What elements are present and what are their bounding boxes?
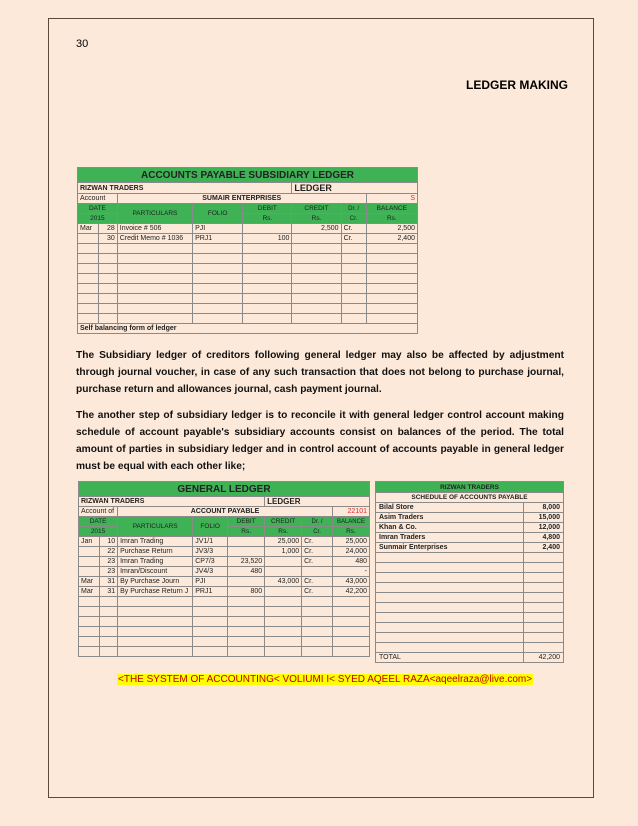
ap-account-code: S: [366, 194, 417, 204]
ap-col-folio: FOLIO: [193, 204, 243, 224]
cell-folio: JV1/1: [193, 537, 228, 547]
cell-drcr: Cr.: [341, 224, 366, 234]
table-row: [79, 567, 370, 577]
gl-company-name: RIZWAN TRADERS: [79, 497, 265, 507]
table-row: [376, 503, 564, 513]
gl-col-drcr-sub: Cr.: [302, 527, 333, 537]
ap-account-label: Account: [78, 194, 118, 204]
cell-debit: 800: [228, 587, 265, 597]
cell-folio: PJI: [193, 577, 228, 587]
empty-row: [376, 583, 564, 593]
empty-row: [78, 314, 418, 324]
table-row: [376, 513, 564, 523]
footer-credit: <THE SYSTEM OF ACCOUNTING< VOLIUMI I< SYED AQEEL RAZA<aqeelraza@live.com>: [118, 674, 533, 685]
cell-day: 23: [100, 567, 118, 577]
ap-company-name: RIZWAN TRADERS: [78, 183, 292, 194]
gl-account-name: ACCOUNT PAYABLE: [118, 507, 333, 517]
table-row: [79, 557, 370, 567]
cell-credit: 43,000: [265, 577, 302, 587]
cell-party-name: Asim Traders: [376, 513, 524, 523]
cell-party-name: Imran Traders: [376, 533, 524, 543]
ap-col-balance: BALANCE: [366, 204, 417, 214]
cell-balance: 25,000: [332, 537, 369, 547]
cell-amount: 12,000: [524, 523, 564, 533]
cell-month: Mar: [78, 224, 99, 234]
cell-day: 23: [100, 557, 118, 567]
cell-drcr: Cr.: [302, 577, 333, 587]
cell-particulars: Credit Memo # 1036: [117, 234, 192, 244]
schedule-table: [375, 481, 564, 663]
gl-account-code: 22101: [332, 507, 369, 517]
cell-debit: [243, 224, 292, 234]
empty-row: [79, 597, 370, 607]
empty-row: [376, 613, 564, 623]
empty-row: [78, 284, 418, 294]
gl-col-date: DATE: [79, 517, 118, 527]
cell-balance: 24,000: [332, 547, 369, 557]
cell-day: 30: [98, 234, 117, 244]
cell-credit: [265, 567, 302, 577]
cell-day: 28: [98, 224, 117, 234]
empty-row: [376, 603, 564, 613]
table-row: [79, 537, 370, 547]
gl-col-credit: CREDIT: [265, 517, 302, 527]
ap-ledger-label: LEDGER: [292, 183, 418, 194]
cell-folio: PRJ1: [193, 234, 243, 244]
cell-credit: [265, 557, 302, 567]
table-row: [79, 547, 370, 557]
ap-ledger-caption: Self balancing form of ledger: [78, 324, 418, 334]
table-row: [79, 587, 370, 597]
cell-balance: 2,500: [366, 224, 417, 234]
cell-drcr: Cr.: [302, 587, 333, 597]
schedule-total-amount: 42,200: [524, 653, 564, 663]
cell-credit: 25,000: [265, 537, 302, 547]
cell-day: 10: [100, 537, 118, 547]
section-heading: LEDGER MAKING: [466, 78, 568, 92]
cell-drcr: Cr.: [302, 557, 333, 567]
cell-particulars: By Purchase Journ: [118, 577, 193, 587]
cell-particulars: Imran Trading: [118, 537, 193, 547]
cell-drcr: Cr.: [302, 537, 333, 547]
ap-account-name: SUMAIR ENTERPRISES: [117, 194, 366, 204]
cell-particulars: Invoice # 506: [117, 224, 192, 234]
cell-day: 31: [100, 577, 118, 587]
paragraph-2: The another step of subsidiary ledger is to reconcile it with general ledger control account making schedule of account payable's subsidiary accounts consist on balances of the period. The total amount of parties in subsidiary ledger and in control account of accounts payable in general ledger must be equal with each other like;: [76, 410, 564, 472]
gl-col-credit-unit: Rs.: [265, 527, 302, 537]
ap-col-particulars: PARTICULARS: [117, 204, 192, 224]
empty-row: [79, 647, 370, 657]
cell-party-name: Bilal Store: [376, 503, 524, 513]
gl-col-debit: DEBIT: [228, 517, 265, 527]
ap-col-credit-unit: Rs.: [292, 214, 341, 224]
cell-debit: [228, 577, 265, 587]
cell-folio: JV3/3: [193, 547, 228, 557]
cell-month: [79, 547, 100, 557]
cell-party-name: Sunmair Enterprises: [376, 543, 524, 553]
cell-amount: 8,000: [524, 503, 564, 513]
cell-particulars: Purchase Return: [118, 547, 193, 557]
cell-drcr: Cr.: [341, 234, 366, 244]
empty-row: [376, 623, 564, 633]
cell-debit: [228, 537, 265, 547]
table-row: [376, 543, 564, 553]
cell-drcr: [302, 567, 333, 577]
ap-col-date: DATE: [78, 204, 118, 214]
empty-row: [376, 563, 564, 573]
ap-col-credit: CREDIT: [292, 204, 341, 214]
ap-col-drcr: Dr. /: [341, 204, 366, 214]
cell-particulars: Imran Trading: [118, 557, 193, 567]
empty-row: [78, 294, 418, 304]
gl-col-folio: FOLIO: [193, 517, 228, 537]
empty-row: [79, 637, 370, 647]
table-row: [79, 577, 370, 587]
gl-col-balance: BALANCE: [332, 517, 369, 527]
cell-balance: 2,400: [366, 234, 417, 244]
ap-col-drcr-sub: Cr.: [341, 214, 366, 224]
cell-month: Mar: [79, 577, 100, 587]
cell-debit: 480: [228, 567, 265, 577]
cell-party-name: Khan & Co.: [376, 523, 524, 533]
cell-drcr: Cr.: [302, 547, 333, 557]
ap-col-balance-unit: Rs.: [366, 214, 417, 224]
cell-amount: 2,400: [524, 543, 564, 553]
empty-row: [78, 254, 418, 264]
cell-credit: 1,000: [265, 547, 302, 557]
cell-month: Mar: [79, 587, 100, 597]
empty-row: [78, 264, 418, 274]
table-row: [78, 224, 418, 234]
paragraph-1: The Subsidiary ledger of creditors following general ledger may also be affected by adjustment through journal voucher, in case of any such transaction that does not belong to purchase journal, purchase return and allowances journal, cash payment journal.: [76, 350, 564, 395]
empty-row: [376, 573, 564, 583]
gl-col-drcr: Dr. /: [302, 517, 333, 527]
cell-day: 31: [100, 587, 118, 597]
cell-folio: JV4/3: [193, 567, 228, 577]
cell-folio: CP7/3: [193, 557, 228, 567]
ap-ledger-title: ACCOUNTS PAYABLE SUBSIDIARY LEDGER: [78, 168, 418, 183]
cell-folio: PJI: [193, 224, 243, 234]
schedule-total-label: TOTAL: [376, 653, 524, 663]
ap-subsidiary-ledger-table: [77, 167, 418, 334]
cell-month: [78, 234, 99, 244]
schedule-company: RIZWAN TRADERS: [376, 482, 564, 493]
page-number: 30: [76, 38, 89, 50]
table-row: [376, 533, 564, 543]
cell-balance: -: [332, 567, 369, 577]
empty-row: [78, 304, 418, 314]
gl-col-particulars: PARTICULARS: [118, 517, 193, 537]
gl-ledger-label: LEDGER: [265, 497, 370, 507]
cell-credit: [292, 234, 341, 244]
empty-row: [79, 627, 370, 637]
cell-particulars: Imran/Discount: [118, 567, 193, 577]
cell-debit: 23,520: [228, 557, 265, 567]
gl-title: GENERAL LEDGER: [79, 482, 370, 497]
cell-debit: 100: [243, 234, 292, 244]
cell-amount: 15,000: [524, 513, 564, 523]
gl-col-year: 2015: [79, 527, 118, 537]
cell-month: [79, 557, 100, 567]
table-row: [376, 523, 564, 533]
cell-month: [79, 567, 100, 577]
cell-credit: 2,500: [292, 224, 341, 234]
cell-month: Jan: [79, 537, 100, 547]
cell-debit: [228, 547, 265, 557]
empty-row: [79, 607, 370, 617]
empty-row: [376, 593, 564, 603]
table-row: [78, 234, 418, 244]
cell-day: 22: [100, 547, 118, 557]
ap-col-debit: DEBIT: [243, 204, 292, 214]
ap-col-debit-unit: Rs.: [243, 214, 292, 224]
schedule-title: SCHEDULE OF ACCOUNTS PAYABLE: [376, 493, 564, 503]
cell-balance: 480: [332, 557, 369, 567]
ap-col-year: 2015: [78, 214, 118, 224]
empty-row: [376, 553, 564, 563]
gl-col-balance-unit: Rs.: [332, 527, 369, 537]
cell-folio: PRJ1: [193, 587, 228, 597]
cell-particulars: By Purchase Return J: [118, 587, 193, 597]
empty-row: [376, 643, 564, 653]
general-ledger-table: [78, 481, 370, 657]
cell-balance: 42,200: [332, 587, 369, 597]
cell-balance: 43,000: [332, 577, 369, 587]
cell-amount: 4,800: [524, 533, 564, 543]
empty-row: [78, 244, 418, 254]
gl-col-debit-unit: Rs.: [228, 527, 265, 537]
empty-row: [78, 274, 418, 284]
gl-account-label: Account of: [79, 507, 118, 517]
cell-credit: [265, 587, 302, 597]
empty-row: [79, 617, 370, 627]
empty-row: [376, 633, 564, 643]
